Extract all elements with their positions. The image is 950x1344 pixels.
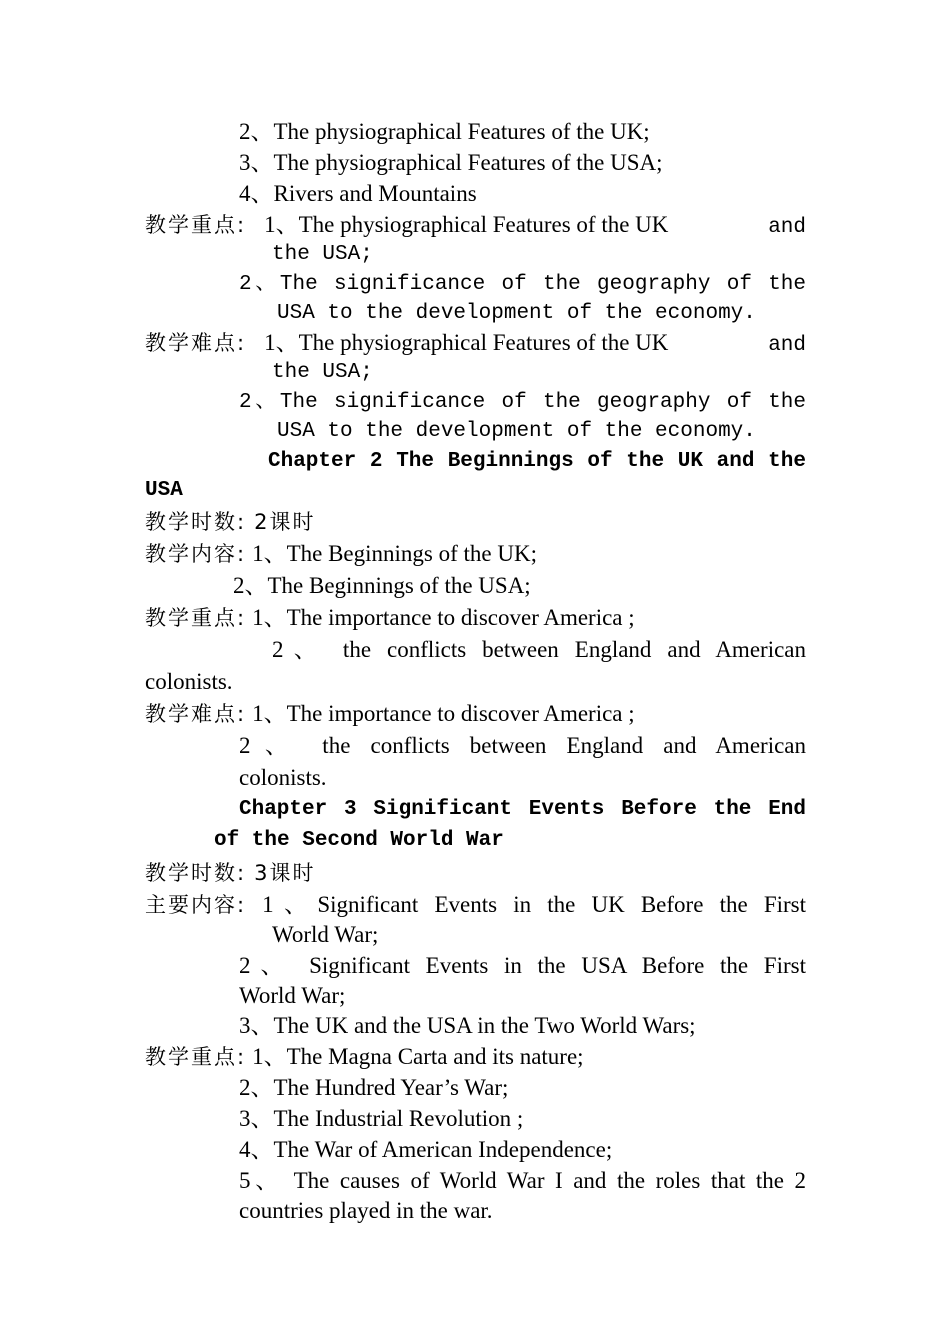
section-label: 教学难点: [145,702,247,726]
text-line: 2、The Hundred Year’s War; [239,1075,509,1100]
section-label: 教学内容: [145,542,247,566]
teaching-focus-row [145,603,635,633]
section-label: 教学重点: [145,213,247,237]
section-label: 教学时数: [145,510,247,534]
chapter-heading: of the Second World War [214,829,504,852]
text-line: World War; [239,983,346,1008]
text-line: and [768,216,806,239]
text-line: 4、Rivers and Mountains [239,181,477,206]
text-line: 1、The Magna Carta and its nature; [252,1044,584,1069]
text-line: 3、The physiographical Features of the USA; [239,150,663,175]
teaching-difficulty-row [145,699,635,729]
text-line: the USA; [272,361,373,384]
teaching-focus-row [145,1042,584,1072]
section-label: 教学重点: [145,1045,247,1069]
teaching-hours-row [145,858,319,888]
text-line: and [768,334,806,357]
text-line: the USA; [272,243,373,266]
text-line: 2、 the conflicts between England and American [272,637,806,662]
text-line: USA to the development of the economy. [277,420,756,443]
chapter-heading: Chapter 2 The Beginnings of the UK and the [268,450,806,473]
text-line: colonists. [239,765,327,790]
text-line: 2、The significance of the geography of the [239,273,806,296]
text-line: 3、The Industrial Revolution ; [239,1106,524,1131]
teaching-focus-row [145,210,806,243]
section-label: 教学重点: [145,606,247,630]
hours-value: 2课时 [254,510,316,534]
text-line: countries played in the war. [239,1198,493,1223]
text-line: 1、The importance to discover America ; [252,701,635,726]
chapter-heading: Chapter 3 Significant Events Before the End [239,798,806,821]
text-line: 2、 Significant Events in the USA Before the First [239,953,806,978]
section-label: 教学时数: [145,861,247,885]
text-line: 1、The importance to discover America ; [252,605,635,630]
text-line: 5、 The causes of World War I and the roles that the 2 [239,1168,806,1193]
text-line: 1、The physiographical Features of the UK [264,212,669,237]
teaching-hours-row [145,507,319,537]
section-label: 教学难点: [145,331,247,355]
text-line: 2、The significance of the geography of the [239,391,806,414]
text-line: 2、The Beginnings of the USA; [233,573,531,598]
text-line: World War; [272,922,379,947]
text-line: 1、The physiographical Features of the UK [264,330,669,355]
teaching-content-row [145,539,537,569]
text-line: 4、The War of American Independence; [239,1137,613,1162]
text-line: 1、The Beginnings of the UK; [252,541,537,566]
text-line: 3、The UK and the USA in the Two World Wars; [239,1013,696,1038]
hours-value: 3课时 [254,861,316,885]
text-line: 2、 the conflicts between England and American [239,733,806,758]
teaching-difficulty-row [145,328,806,361]
text-line: 2、The physiographical Features of the UK; [239,119,650,144]
main-content-row [145,890,806,920]
chapter-heading: USA [145,479,183,502]
text-line: colonists. [145,669,233,694]
text-line: 1、Significant Events in the UK Before the First [262,892,806,917]
section-label: 主要内容: [145,893,247,917]
text-line: USA to the development of the economy. [277,302,756,325]
